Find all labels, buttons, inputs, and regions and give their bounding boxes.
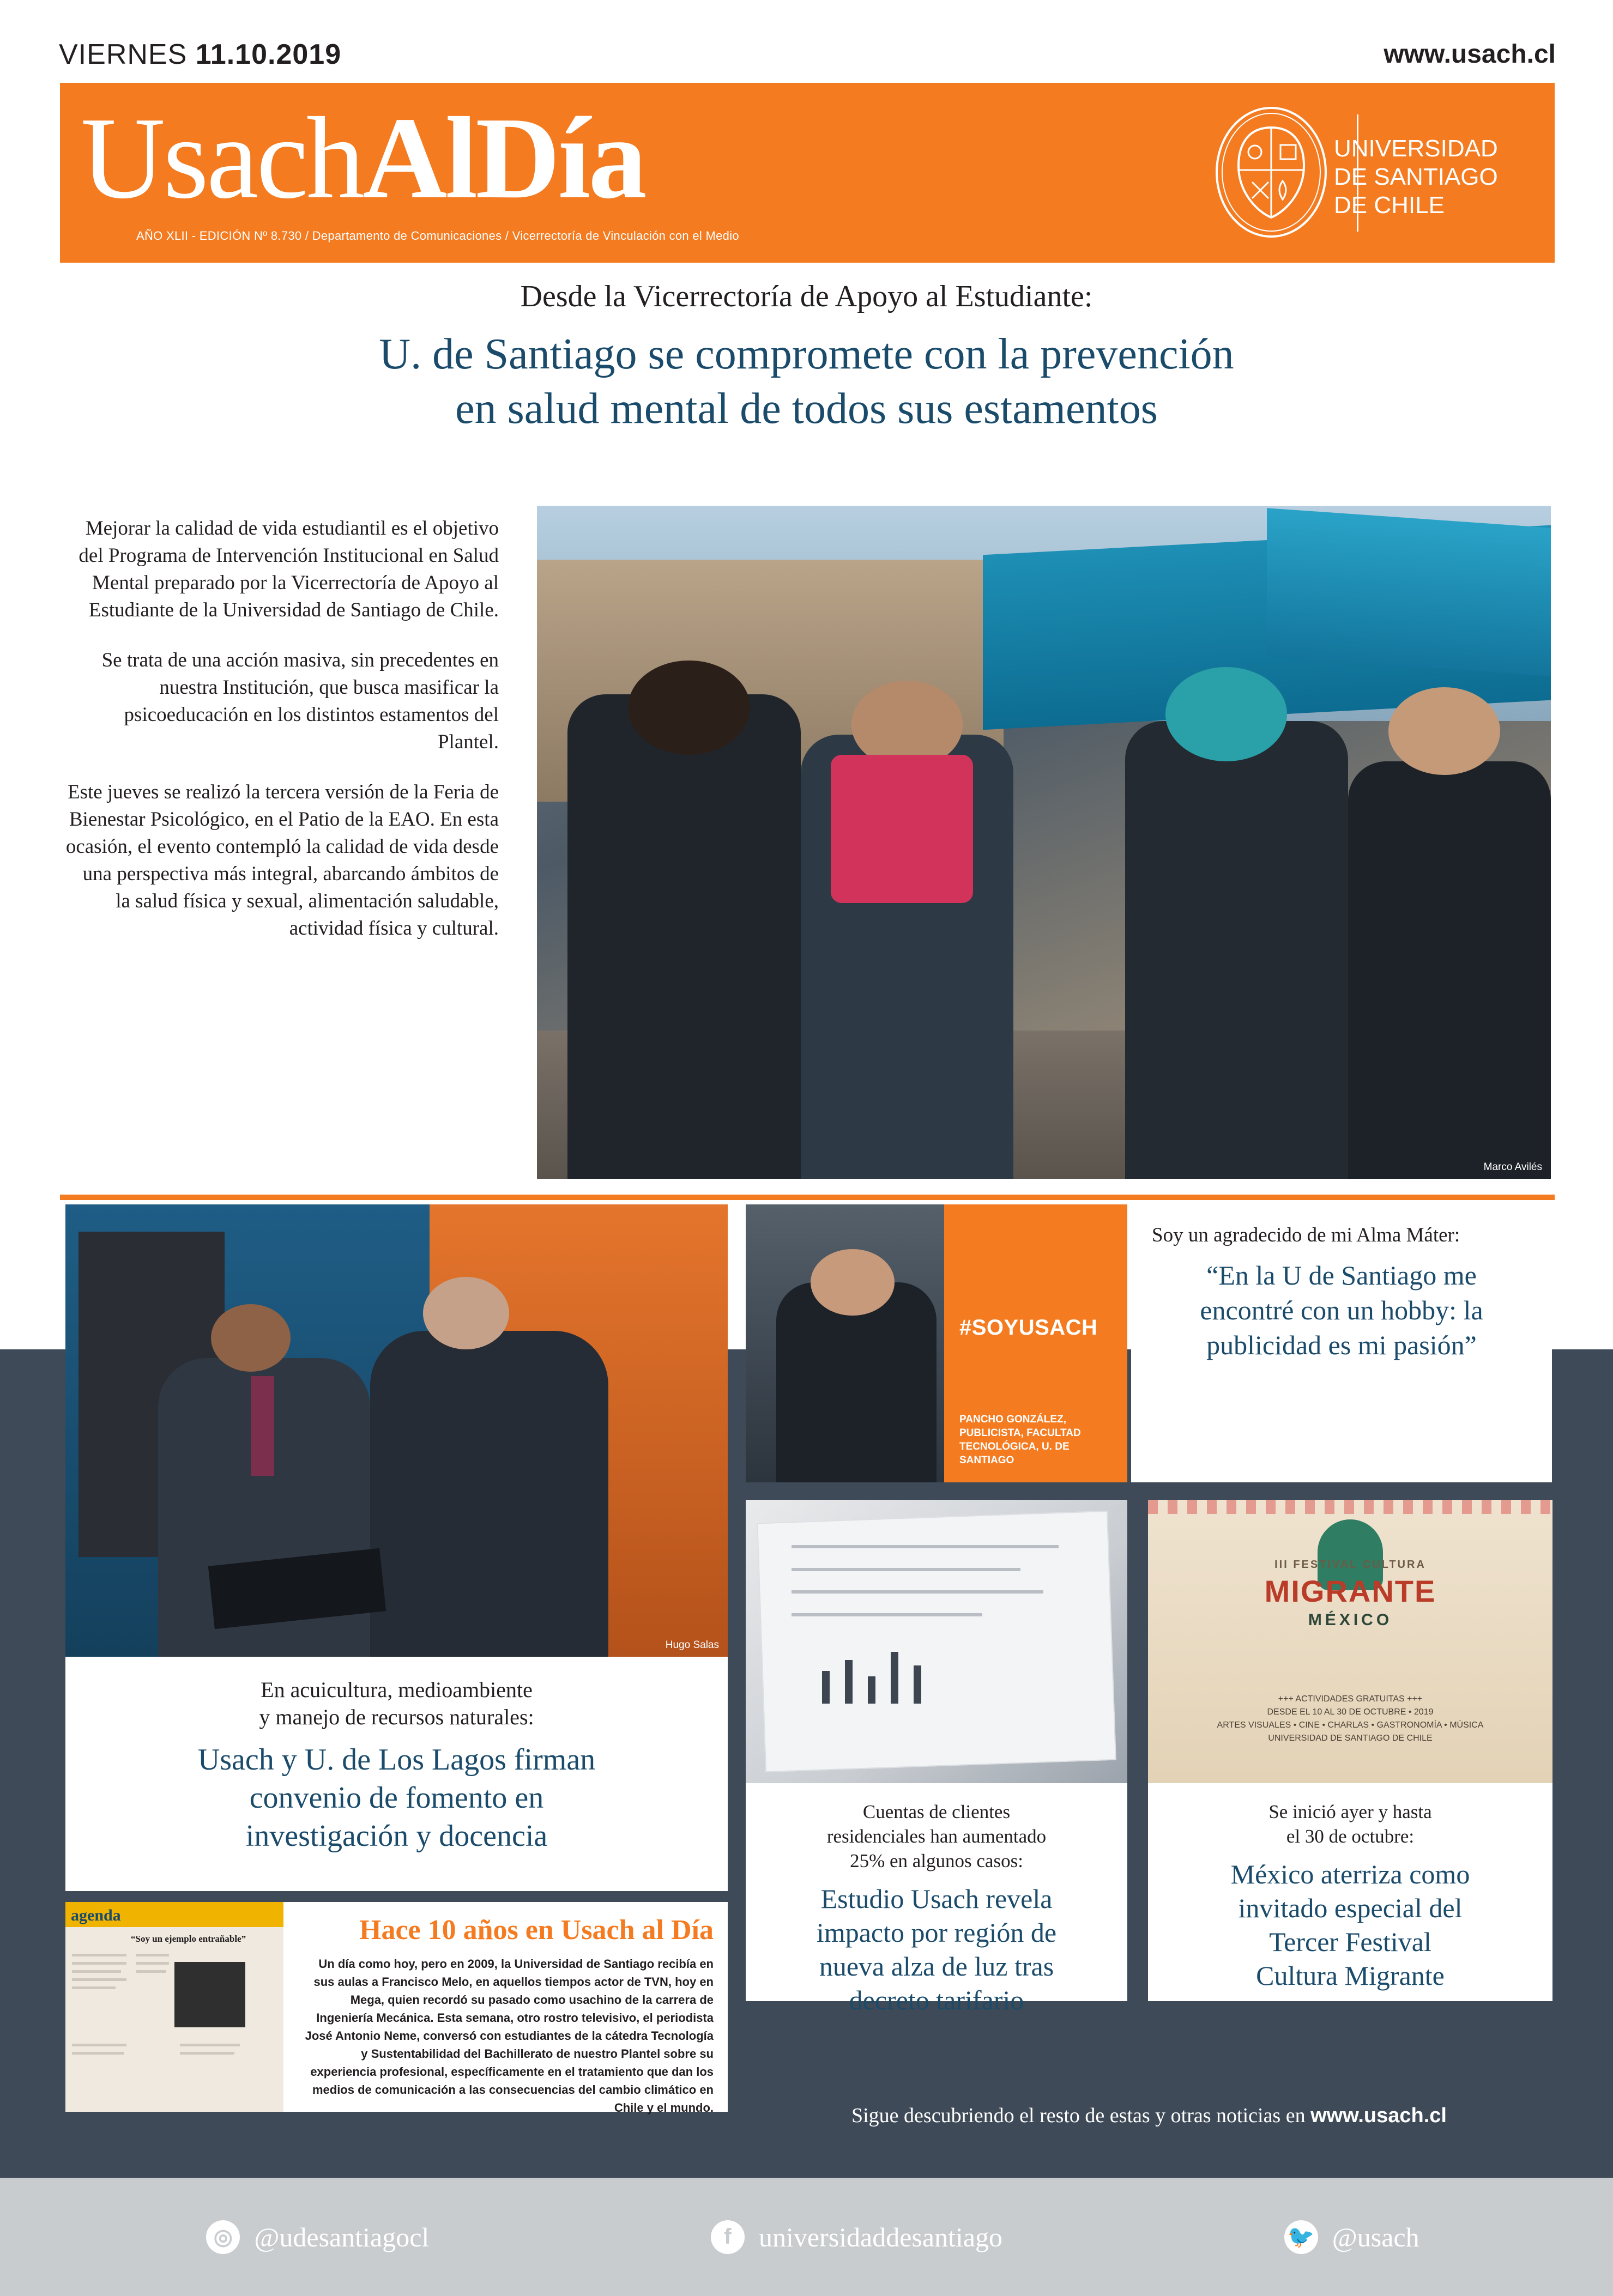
photo-person-1-head [628,661,750,755]
facebook-icon: f [711,2220,745,2254]
photo-person-3-head [1165,667,1287,761]
logo-part-usach: Usach [81,93,363,223]
hace10-thumb-header-label: agenda [71,1906,121,1924]
hace10-title: Hace 10 años en Usach al Día [359,1915,714,1946]
mexico-poster-line5: DESDE EL 10 AL 30 DE OCTUBRE • 2019 [1267,1707,1434,1717]
photo-person-4 [1348,761,1551,1179]
hace10-thumb-line [72,2052,124,2055]
university-name-line3: DE CHILE [1334,192,1445,219]
soyusach-kicker: Soy un agradecido de mi Alma Máter: [1152,1224,1460,1246]
hace10-thumb-line [180,2052,234,2055]
photo-person-3 [1125,721,1348,1179]
estudio-title-line1: Estudio Usach revela [820,1883,1053,1914]
convenio-person-2-head [423,1277,509,1349]
mexico-poster-details [1148,1693,1552,1745]
lead-headline-line2: en salud mental de todos sus estamentos [455,385,1158,433]
estudio-title-line2: impacto por región de [816,1917,1057,1948]
hace10-thumb-line [72,1954,126,1956]
mexico-poster-line2: MIGRANTE [1264,1574,1436,1608]
soyusach-hashtag-suffix: USACH [1018,1316,1098,1340]
publication-logo [81,93,645,223]
convenio-kicker [65,1657,728,1731]
mexico-poster-line4: +++ ACTIVIDADES GRATUITAS +++ [1278,1694,1423,1704]
estudio-kicker-line1: Cuentas de clientes [862,1801,1011,1822]
estudio-doc-bar [822,1671,830,1704]
university-name-line1: UNIVERSIDAD [1334,135,1498,162]
mexico-title-line1: México aterriza como [1230,1859,1470,1889]
social-twitter[interactable] [1284,2220,1419,2254]
estudio-doc-bar [845,1660,853,1704]
instagram-icon: ◎ [206,2220,240,2254]
estudio-doc-line [792,1568,1020,1571]
hace10-thumb-line [136,1962,169,1965]
convenio-title [65,1741,728,1855]
mexico-title [1167,1857,1534,1992]
mexico-poster-line3: MÉXICO [1308,1611,1393,1629]
convenio-photo [65,1204,728,1657]
mexico-title-line4: Cultura Migrante [1256,1960,1445,1991]
hace10-body [283,1902,728,2115]
soyusach-hashtag-prefix: #SOY [959,1316,1019,1340]
lead-body [65,515,499,965]
soyusach-title-line3: publicidad es mi pasión” [1206,1330,1477,1360]
lead-photo-credit: Marco Avilés [1483,1161,1542,1173]
footer-note [746,2104,1552,2128]
social-bar [65,2178,1560,2296]
soyusach-title-line1: “En la U de Santiago me [1206,1260,1477,1291]
estudio-doc-line [792,1545,1059,1548]
convenio-person-1-tie [251,1376,274,1476]
estudio-photo [746,1500,1127,1783]
mexico-kicker-line2: el 30 de octubre: [1286,1826,1415,1847]
footer-bar [0,2178,1613,2296]
estudio-title-line4: decreto tarifario [849,1985,1024,2015]
university-name [1334,135,1508,220]
mexico-kicker [1167,1800,1534,1849]
hace10-thumb-line [72,1986,116,1989]
photo-person-2-scarf [831,755,972,903]
photo-person-1 [567,694,801,1179]
estudio-kicker [764,1800,1109,1873]
section-divider [60,1195,1555,1200]
hace10-thumb-line [72,1978,126,1981]
estudio-doc-bar [914,1665,921,1704]
lead-paragraph-1: Mejorar la calidad de vida estudiantil es el objetivo del Programa de Intervención Institucional en Salud Mental preparado por la Vicerrectoría de Apoyo al Estudiante de la Universidad de Santiago de Chile. [78,517,499,621]
lead-kicker: Desde la Vicerrectoría de Apoyo al Estudiante: [520,280,1093,313]
convenio-text-card[interactable] [65,1657,728,1891]
soyusach-person-head [811,1249,895,1316]
edition-line: AÑO XLII - EDICIÓN Nº 8.730 / Departamento de Comunicaciones / Vicerrectoría de Vinculación con el Medio [136,229,739,243]
convenio-title-line1: Usach y U. de Los Lagos firman [197,1743,596,1777]
hace10-thumb-line [136,1954,169,1956]
mexico-title-line2: invitado especial del [1238,1893,1463,1923]
university-crest-icon [1214,106,1328,239]
issue-date [59,38,341,71]
social-facebook-handle[interactable]: universidaddesantiago [758,2221,1003,2252]
lead-photo [537,506,1551,1179]
mexico-poster-line6: ARTES VISUALES • CINE • CHARLAS • GASTRONOMÍA • MÚSICA [1217,1721,1484,1730]
convenio-photo-credit: Hugo Salas [665,1639,719,1651]
logo-part-aldia: AlDía [363,93,645,223]
estudio-kicker-line3: 25% en algunos casos: [850,1850,1023,1871]
social-instagram[interactable] [206,2220,429,2254]
hace10-text: Un día como hoy, pero en 2009, la Universidad de Santiago recibía en sus aulas a Francisco Melo, en aquellos tiempos actor de TVN, hoy en Mega, quien recordó su pasado como usachino de la carrera de Ingeniería Mecánica. Esta semana, otro rostro televisivo, el periodista José Antonio Neme, conversó con estudiantes de la cátedra Tecnología y Sustentabilidad del Bachillerato de nuestro Plantel sobre su experiencia profesional, específicamente en el tratamiento que dan los medios de comunicación a las consecuencias del cambio climático en Chile y el mundo. [305,1957,714,2115]
soyusach-photo-caption: PANCHO GONZÁLEZ, PUBLICISTA, FACULTAD TECNOLÓGICA, U. DE SANTIAGO [959,1414,1081,1466]
mexico-title-line3: Tercer Festival [1269,1927,1431,1957]
footer-note-site[interactable]: www.usach.cl [1310,2104,1447,2127]
masthead [60,83,1555,263]
social-twitter-handle[interactable]: @usach [1332,2221,1419,2252]
soyusach-photo [746,1204,1127,1482]
soyusach-title-line2: encontré con un hobby: la [1200,1295,1483,1325]
mexico-text-card[interactable] [1148,1783,1552,2001]
mexico-poster-title [1148,1559,1552,1629]
hace10-thumb-line [136,1970,166,1973]
convenio-person-2 [370,1331,608,1657]
convenio-person-1-head [211,1304,291,1372]
estudio-title-line3: nueva alza de luz tras [819,1951,1054,1982]
soyusach-hashtag [959,1316,1097,1340]
hace10-thumb-line [72,1970,121,1973]
lead-headline [0,327,1613,436]
hace10-card[interactable] [65,1902,728,2115]
convenio-kicker-line1: En acuicultura, medioambiente [261,1677,533,1702]
social-facebook[interactable] [711,2220,1002,2254]
soyusach-title [1152,1258,1531,1362]
estudio-doc-bar [891,1652,898,1704]
hace10-thumb-photo [174,1962,245,2027]
convenio-title-line2: convenio de fomento en [249,1781,544,1815]
hace10-thumb-quote: “Soy un ejemplo entrañable” [131,1934,246,1944]
estudio-document [757,1511,1116,1772]
twitter-icon: 🐦 [1284,2220,1318,2254]
issue-weekday: VIERNES [59,39,188,70]
social-instagram-handle[interactable]: @udesantiagocl [254,2221,430,2252]
estudio-doc-bar [868,1676,875,1704]
university-name-line2: DE SANTIAGO [1334,163,1498,190]
date-bar [0,0,1613,82]
mexico-poster-line7: UNIVERSIDAD DE SANTIAGO DE CHILE [1268,1734,1433,1743]
hace10-thumb-line [72,1962,126,1965]
estudio-doc-line [792,1613,982,1616]
estudio-doc-line [792,1590,1043,1594]
mexico-poster-strip [1148,1500,1552,1514]
lead-paragraph-2: Se trata de una acción masiva, sin precedentes en nuestra Institución, que busca masificar la psicoeducación en los distintos estamentos del Plantel. [101,649,499,753]
convenio-kicker-line2: y manejo de recursos naturales: [259,1705,534,1729]
photo-tent-right [1267,508,1551,678]
convenio-title-line3: investigación y docencia [245,1819,548,1853]
lead-headline-line1: U. de Santiago se compromete con la prevención [379,330,1234,378]
estudio-text-card[interactable] [746,1783,1127,2015]
mexico-poster-line1: III FESTIVAL CULTURA [1274,1559,1426,1571]
estudio-kicker-line2: residenciales han aumentado [826,1826,1047,1847]
lead-paragraph-3: Este jueves se realizó la tercera versión de la Feria de Bienestar Psicológico, en el Patio de la EAO. En esta ocasión, el evento contempló la calidad de vida desde una perspectiva más integral, abarcando ámbitos de la salud física y sexual, alimentación saludable, actividad física y cultural. [65,781,499,940]
footer-note-text: Sigue descubriendo el resto de estas y otras noticias en [851,2104,1311,2127]
hace10-thumb-line [180,2044,240,2046]
issue-date-number: 11.10.2019 [195,39,342,70]
mexico-poster [1148,1500,1552,1783]
hace10-thumbnail [65,1902,283,2112]
estudio-title [764,1882,1109,2017]
hace10-thumb-line [72,2044,126,2046]
mexico-kicker-line1: Se inició ayer y hasta [1268,1801,1432,1822]
soyusach-text-card[interactable] [1131,1204,1552,1482]
photo-person-4-head [1388,687,1500,775]
website-link[interactable]: www.usach.cl [1384,40,1556,69]
